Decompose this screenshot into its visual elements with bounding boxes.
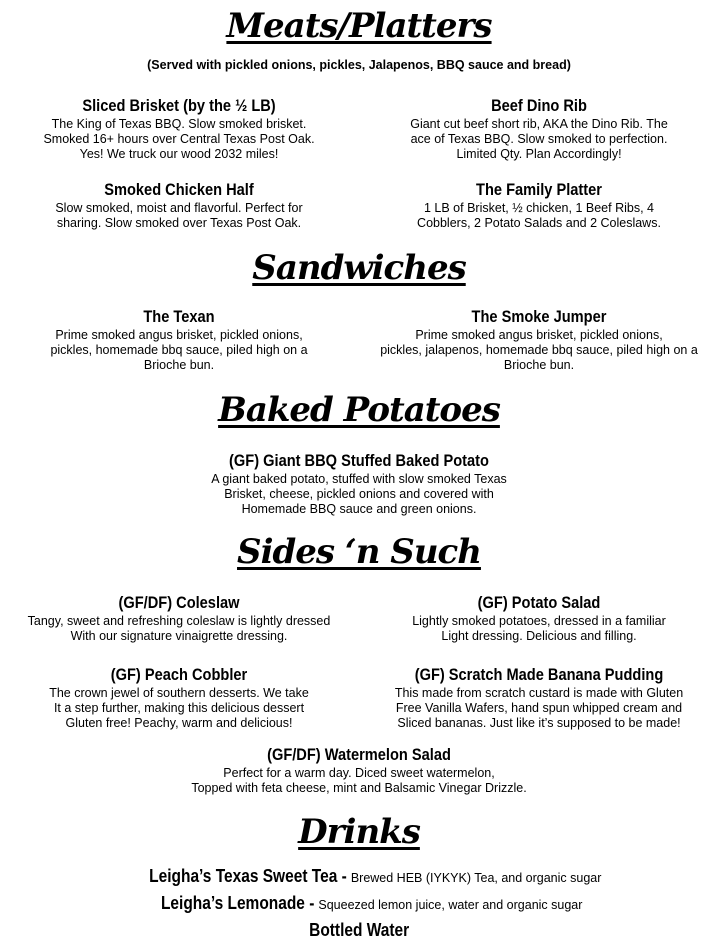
item-title: The Texan [143,307,215,326]
sandwiches-heading: Sandwiches [252,248,466,288]
item-description: Perfect for a warm day. Diced sweet watermelon, Topped with feta cheese, mint and Balsamic Vinegar Drizzle. [191,766,527,795]
drink-sweet-tea [0,866,718,887]
menu-item-coleslaw [10,592,348,644]
menu-item-banana-pudding [372,664,706,731]
item-title: (GF) Scratch Made Banana Pudding [414,665,664,684]
item-description: Slow smoked, moist and flavorful. Perfect for sharing. Slow smoked over Texas Post Oak. [55,201,303,230]
item-title: Beef Dino Rib [491,96,587,115]
item-title: The Smoke Jumper [471,307,607,326]
item-title: (GF) Potato Salad [477,593,601,612]
item-description: 1 LB of Brisket, ½ chicken, 1 Beef Ribs, 4 Cobblers, 2 Potato Salads and 2 Coleslaws. [417,201,661,230]
item-title: (GF) Giant BBQ Stuffed Baked Potato [229,451,489,470]
drink-name: Leigha’s Lemonade - [160,893,314,913]
menu-item-peach-cobbler [10,664,348,731]
item-description: Prime smoked angus brisket, pickled onions, pickles, homemade bbq sauce, piled high on a Brioche bun. [50,328,308,372]
item-title: (GF) Peach Cobbler [110,665,248,684]
item-description: Prime smoked angus brisket, pickled onions, pickles, jalapenos, homemade bbq sauce, piled high on a Brioche bun. [380,328,698,372]
sides-heading: Sides ‘n Such [237,532,481,572]
menu-item-family-platter [372,179,706,231]
item-title: Smoked Chicken Half [104,180,254,199]
item-title: (GF/DF) Coleslaw [118,593,240,612]
item-description: Tangy, sweet and refreshing coleslaw is lightly dressed With our signature vinaigrette dressing. [27,614,331,643]
drink-bottled-water [0,920,718,941]
item-description: This made from scratch custard is made with Gluten Free Vanilla Wafers, hand spun whipped cream and Sliced bananas. Just like it’s supposed to be made! [394,686,684,730]
menu-item-beef-dino-rib [372,95,706,162]
drink-name: Leigha’s Texas Sweet Tea - [148,866,347,886]
potatoes-heading: Baked Potatoes [218,390,500,430]
menu-item-smoke-jumper [362,306,716,373]
menu-item-watermelon-salad [159,744,559,796]
meats-subtitle: (Served with pickled onions, pickles, Jalapenos, BBQ sauce and bread) [147,58,571,72]
menu-item-sliced-brisket [10,95,348,162]
item-description: A giant baked potato, stuffed with slow smoked Texas Brisket, cheese, pickled onions and covered with Homemade BBQ sauce and green onions. [211,472,507,516]
item-title: Sliced Brisket (by the ½ LB) [82,96,276,115]
drinks-heading: Drinks [298,812,420,852]
item-description: Lightly smoked potatoes, dressed in a familiar Light dressing. Delicious and filling. [412,614,666,643]
drink-lemonade [0,893,718,914]
meats-heading: Meats/Platters [226,6,492,46]
item-title: The Family Platter [476,180,602,199]
drink-description: Brewed HEB (IYKYK) Tea, and organic sugar [350,871,602,885]
drink-name: Bottled Water [308,920,410,940]
menu-item-smoked-chicken-half [10,179,348,231]
menu-item-the-texan [10,306,348,373]
menu-item-stuffed-baked-potato [159,450,559,517]
item-description: The crown jewel of southern desserts. We take It a step further, making this delicious dessert Gluten free! Peachy, warm and delicious! [49,686,309,730]
item-description: Giant cut beef short rib, AKA the Dino Rib. The ace of Texas BBQ. Slow smoked to perfection. Limited Qty. Plan Accordingly! [410,117,668,161]
drink-description: Squeezed lemon juice, water and organic sugar [318,898,583,912]
item-title: (GF/DF) Watermelon Salad [267,745,451,764]
menu-item-potato-salad [372,592,706,644]
item-description: The King of Texas BBQ. Slow smoked brisket. Smoked 16+ hours over Central Texas Post Oak. Yes! We truck our wood 2032 miles! [43,117,315,161]
